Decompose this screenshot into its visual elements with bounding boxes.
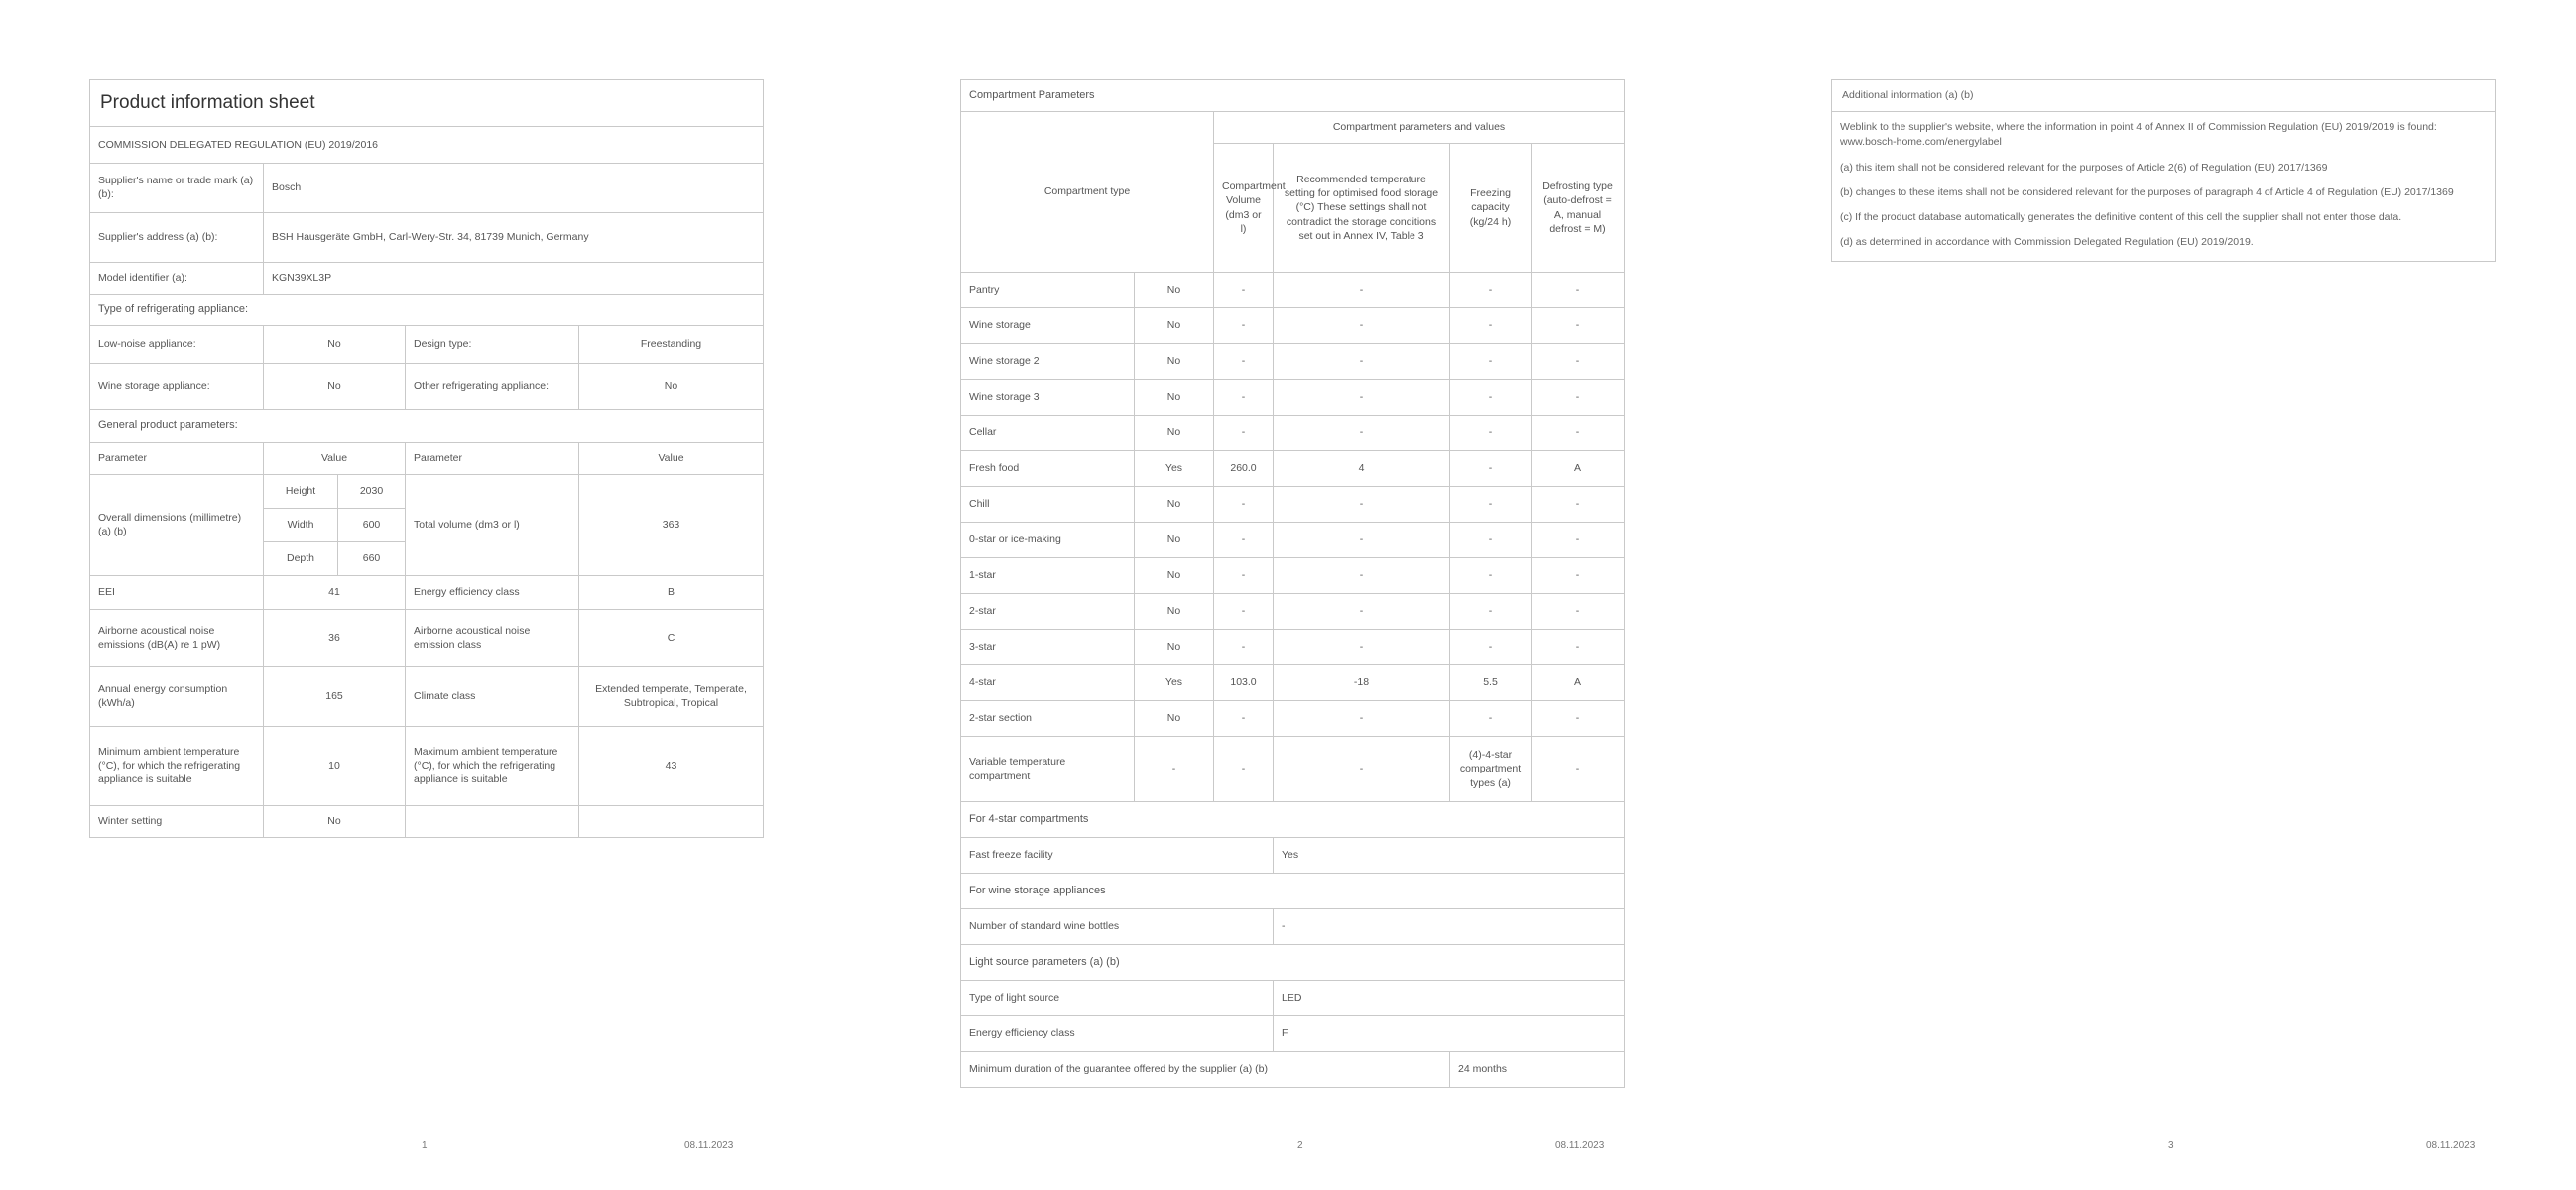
wine-storage-label: Wine storage appliance:: [90, 363, 264, 409]
compartment-row: [961, 273, 1625, 308]
compartment-freezing: -: [1450, 487, 1532, 523]
max-temp-value: 43: [579, 726, 764, 805]
compartment-temperature: -: [1274, 416, 1450, 451]
compartment-freezing: -: [1450, 416, 1532, 451]
light-class-label: Energy efficiency class: [961, 1016, 1274, 1052]
compartment-defrost: -: [1532, 344, 1625, 380]
note-c: (c) If the product database automatically generates the definitive content of this cell the supplier shall not enter those data.: [1840, 211, 2402, 224]
compartment-present: No: [1135, 523, 1214, 558]
light-type-label: Type of light source: [961, 981, 1274, 1016]
compartment-temperature: -: [1274, 737, 1450, 802]
compartment-defrost: -: [1532, 630, 1625, 665]
compartment-temperature: 4: [1274, 451, 1450, 487]
compartment-name: 2-star section: [961, 701, 1135, 737]
compartment-volume: -: [1214, 737, 1274, 802]
max-temp-label: Maximum ambient temperature (°C), for which the refrigerating appliance is suitable: [406, 726, 579, 805]
min-temp-value: 10: [264, 726, 406, 805]
energy-class-label: Energy efficiency class: [406, 575, 579, 609]
document-page-1: [89, 0, 764, 1190]
compartment-freezing: -: [1450, 594, 1532, 630]
climate-class-value: Extended temperate, Temperate, Subtropical, Tropical: [579, 666, 764, 726]
page-date: 08.11.2023: [684, 1140, 734, 1151]
compartment-freezing: -: [1450, 558, 1532, 594]
compartment-defrost: A: [1532, 665, 1625, 701]
compartment-volume: -: [1214, 558, 1274, 594]
compartment-volume: -: [1214, 487, 1274, 523]
compartment-temperature: -18: [1274, 665, 1450, 701]
height-label: Height: [264, 474, 338, 508]
compartment-temperature: -: [1274, 558, 1450, 594]
compartment-name: Cellar: [961, 416, 1135, 451]
eei-label: EEI: [90, 575, 264, 609]
compartment-volume: -: [1214, 630, 1274, 665]
compartment-present: No: [1135, 344, 1214, 380]
compartment-present: No: [1135, 308, 1214, 344]
compartment-defrost: -: [1532, 380, 1625, 416]
width-value: 600: [338, 508, 406, 541]
noise-class-label: Airborne acoustical noise emission class: [406, 609, 579, 666]
col-value: Value: [264, 442, 406, 474]
design-type-value: Freestanding: [579, 325, 764, 363]
compartment-freezing: -: [1450, 701, 1532, 737]
compartment-name: Wine storage 3: [961, 380, 1135, 416]
compartment-volume: -: [1214, 273, 1274, 308]
compartment-volume: 260.0: [1214, 451, 1274, 487]
star-heading: For 4-star compartments: [961, 802, 1625, 838]
compartment-row: [961, 594, 1625, 630]
supplier-name-value: Bosch: [264, 163, 764, 212]
note-b: (b) changes to these items shall not be considered relevant for the purposes of paragraph 4 of Article 4 of Regulation (EU) 2017/1369: [1840, 185, 2454, 198]
annual-energy-label: Annual energy consumption (kWh/a): [90, 666, 264, 726]
compartment-row: [961, 701, 1625, 737]
product-info-table: [89, 79, 764, 838]
page-number: 3: [2168, 1140, 2174, 1151]
compartment-row: [961, 665, 1625, 701]
compartment-defrost: -: [1532, 487, 1625, 523]
min-temp-label: Minimum ambient temperature (°C), for which the refrigerating appliance is suitable: [90, 726, 264, 805]
page-title: Product information sheet: [90, 80, 764, 127]
dimensions-label: Overall dimensions (millimetre) (a) (b): [90, 474, 264, 575]
noise-label: Airborne acoustical noise emissions (dB(A) re 1 pW): [90, 609, 264, 666]
model-label: Model identifier (a):: [90, 262, 264, 294]
light-type-value: LED: [1274, 981, 1625, 1016]
compartment-present: No: [1135, 380, 1214, 416]
col-freezing: Freezing capacity (kg/24 h): [1450, 144, 1532, 273]
compartment-name: 1-star: [961, 558, 1135, 594]
compartment-row: [961, 523, 1625, 558]
compartment-row: [961, 416, 1625, 451]
page-number: 2: [1297, 1140, 1303, 1151]
energy-class-value: B: [579, 575, 764, 609]
compartment-temperature: -: [1274, 594, 1450, 630]
compartment-temperature: -: [1274, 487, 1450, 523]
note-d: (d) as determined in accordance with Commission Delegated Regulation (EU) 2019/2019.: [1840, 236, 2254, 249]
other-value: No: [579, 363, 764, 409]
bottles-value: -: [1274, 909, 1625, 945]
compartment-volume: 103.0: [1214, 665, 1274, 701]
compartment-freezing: -: [1450, 451, 1532, 487]
compartment-volume: -: [1214, 701, 1274, 737]
noise-class-value: C: [579, 609, 764, 666]
compartment-row: [961, 558, 1625, 594]
compartment-name: 2-star: [961, 594, 1135, 630]
compartment-defrost: -: [1532, 558, 1625, 594]
compartment-name: Pantry: [961, 273, 1135, 308]
additional-info-notes: [1831, 111, 2496, 261]
fast-freeze-value: Yes: [1274, 838, 1625, 874]
compartment-name: 3-star: [961, 630, 1135, 665]
col-volume: Compartment Volume (dm3 or l): [1214, 144, 1274, 273]
compartment-defrost: A: [1532, 451, 1625, 487]
compartment-present: No: [1135, 558, 1214, 594]
compartment-defrost: -: [1532, 594, 1625, 630]
supplier-name-label: Supplier's name or trade mark (a) (b):: [90, 163, 264, 212]
depth-label: Depth: [264, 541, 338, 575]
col-temperature: Recommended temperature setting for optimised food storage (°C) These settings shall not contradict the storage conditions set out in Annex IV, Table 3: [1274, 144, 1450, 273]
compartment-volume: -: [1214, 594, 1274, 630]
supplier-address-label: Supplier's address (a) (b):: [90, 212, 264, 262]
winter-label: Winter setting: [90, 805, 264, 837]
compartment-row: [961, 737, 1625, 802]
compartment-name: Chill: [961, 487, 1135, 523]
compartment-temperature: -: [1274, 273, 1450, 308]
supplier-address-value: BSH Hausgeräte GmbH, Carl-Wery-Str. 34, 81739 Munich, Germany: [264, 212, 764, 262]
compartment-heading: Compartment Parameters: [961, 80, 1625, 112]
col-defrost: Defrosting type (auto-defrost = A, manual defrost = M): [1532, 144, 1625, 273]
compartment-present: No: [1135, 701, 1214, 737]
height-value: 2030: [338, 474, 406, 508]
compartment-freezing: 5.5: [1450, 665, 1532, 701]
compartment-freezing: -: [1450, 523, 1532, 558]
compartment-row: [961, 451, 1625, 487]
model-value: KGN39XL3P: [264, 262, 764, 294]
compartment-name: Variable temperature compartment: [961, 737, 1135, 802]
compartment-freezing: -: [1450, 630, 1532, 665]
compartment-volume: -: [1214, 344, 1274, 380]
compartment-volume: -: [1214, 416, 1274, 451]
light-heading: Light source parameters (a) (b): [961, 945, 1625, 981]
winter-value: No: [264, 805, 406, 837]
note-weblink: Weblink to the supplier's website, where the information in point 4 of Annex II of Commission Regulation (EU) 2019/2019 is found: www.bosch-home.com/energylabel: [1840, 121, 2437, 149]
compartment-temperature: -: [1274, 701, 1450, 737]
noise-value: 36: [264, 609, 406, 666]
compartment-freezing: (4)-4-star compartment types (a): [1450, 737, 1532, 802]
guarantee-value: 24 months: [1450, 1052, 1625, 1088]
design-type-label: Design type:: [406, 325, 579, 363]
compartment-freezing: -: [1450, 273, 1532, 308]
col-parameter: Parameter: [90, 442, 264, 474]
total-volume-label: Total volume (dm3 or l): [406, 474, 579, 575]
compartment-present: No: [1135, 416, 1214, 451]
compartment-present: No: [1135, 594, 1214, 630]
compartment-temperature: -: [1274, 380, 1450, 416]
compartment-defrost: -: [1532, 701, 1625, 737]
compartment-present: No: [1135, 273, 1214, 308]
compartment-defrost: -: [1532, 273, 1625, 308]
light-class-value: F: [1274, 1016, 1625, 1052]
col-parameter-2: Parameter: [406, 442, 579, 474]
compartment-name: 0-star or ice-making: [961, 523, 1135, 558]
additional-info-heading: Additional information (a) (b): [1831, 79, 2496, 112]
document-page-3: [1831, 0, 2496, 1190]
fast-freeze-label: Fast freeze facility: [961, 838, 1274, 874]
compartment-present: Yes: [1135, 451, 1214, 487]
compartment-temperature: -: [1274, 344, 1450, 380]
col-value-2: Value: [579, 442, 764, 474]
bottles-label: Number of standard wine bottles: [961, 909, 1274, 945]
page-number: 1: [422, 1140, 428, 1151]
compartment-present: No: [1135, 487, 1214, 523]
eei-value: 41: [264, 575, 406, 609]
compartment-defrost: -: [1532, 737, 1625, 802]
compartment-present: -: [1135, 737, 1214, 802]
col-compartment-type: Compartment type: [961, 112, 1214, 273]
compartment-volume: -: [1214, 380, 1274, 416]
note-a: (a) this item shall not be considered relevant for the purposes of Article 2(6) of Regulation (EU) 2017/1369: [1840, 161, 2328, 174]
wine-storage-value: No: [264, 363, 406, 409]
compartment-present: Yes: [1135, 665, 1214, 701]
guarantee-label: Minimum duration of the guarantee offered by the supplier (a) (b): [961, 1052, 1450, 1088]
compartment-row: [961, 380, 1625, 416]
page-date: 08.11.2023: [1555, 1140, 1605, 1151]
general-heading: General product parameters:: [90, 409, 764, 442]
compartment-table: [960, 79, 1625, 1088]
compartment-row: [961, 487, 1625, 523]
other-label: Other refrigerating appliance:: [406, 363, 579, 409]
compartment-row: [961, 630, 1625, 665]
low-noise-label: Low-noise appliance:: [90, 325, 264, 363]
compartment-defrost: -: [1532, 523, 1625, 558]
compartment-name: Wine storage 2: [961, 344, 1135, 380]
compartment-volume: -: [1214, 523, 1274, 558]
compartment-volume: -: [1214, 308, 1274, 344]
compartment-freezing: -: [1450, 380, 1532, 416]
compartment-defrost: -: [1532, 416, 1625, 451]
compartment-name: Fresh food: [961, 451, 1135, 487]
compartment-temperature: -: [1274, 523, 1450, 558]
low-noise-value: No: [264, 325, 406, 363]
regulation-text: COMMISSION DELEGATED REGULATION (EU) 2019/2016: [90, 126, 764, 163]
compartment-freezing: -: [1450, 344, 1532, 380]
compartment-name: 4-star: [961, 665, 1135, 701]
compartment-row: [961, 308, 1625, 344]
compartment-temperature: -: [1274, 308, 1450, 344]
width-label: Width: [264, 508, 338, 541]
page-date: 08.11.2023: [2426, 1140, 2476, 1151]
wine-heading: For wine storage appliances: [961, 874, 1625, 909]
compartment-row: [961, 344, 1625, 380]
col-parameters-group: Compartment parameters and values: [1214, 112, 1625, 144]
compartment-defrost: -: [1532, 308, 1625, 344]
compartment-freezing: -: [1450, 308, 1532, 344]
annual-energy-value: 165: [264, 666, 406, 726]
document-page-2: [960, 0, 1625, 1190]
depth-value: 660: [338, 541, 406, 575]
total-volume-value: 363: [579, 474, 764, 575]
compartment-temperature: -: [1274, 630, 1450, 665]
compartment-name: Wine storage: [961, 308, 1135, 344]
compartment-present: No: [1135, 630, 1214, 665]
type-heading: Type of refrigerating appliance:: [90, 294, 764, 325]
climate-class-label: Climate class: [406, 666, 579, 726]
